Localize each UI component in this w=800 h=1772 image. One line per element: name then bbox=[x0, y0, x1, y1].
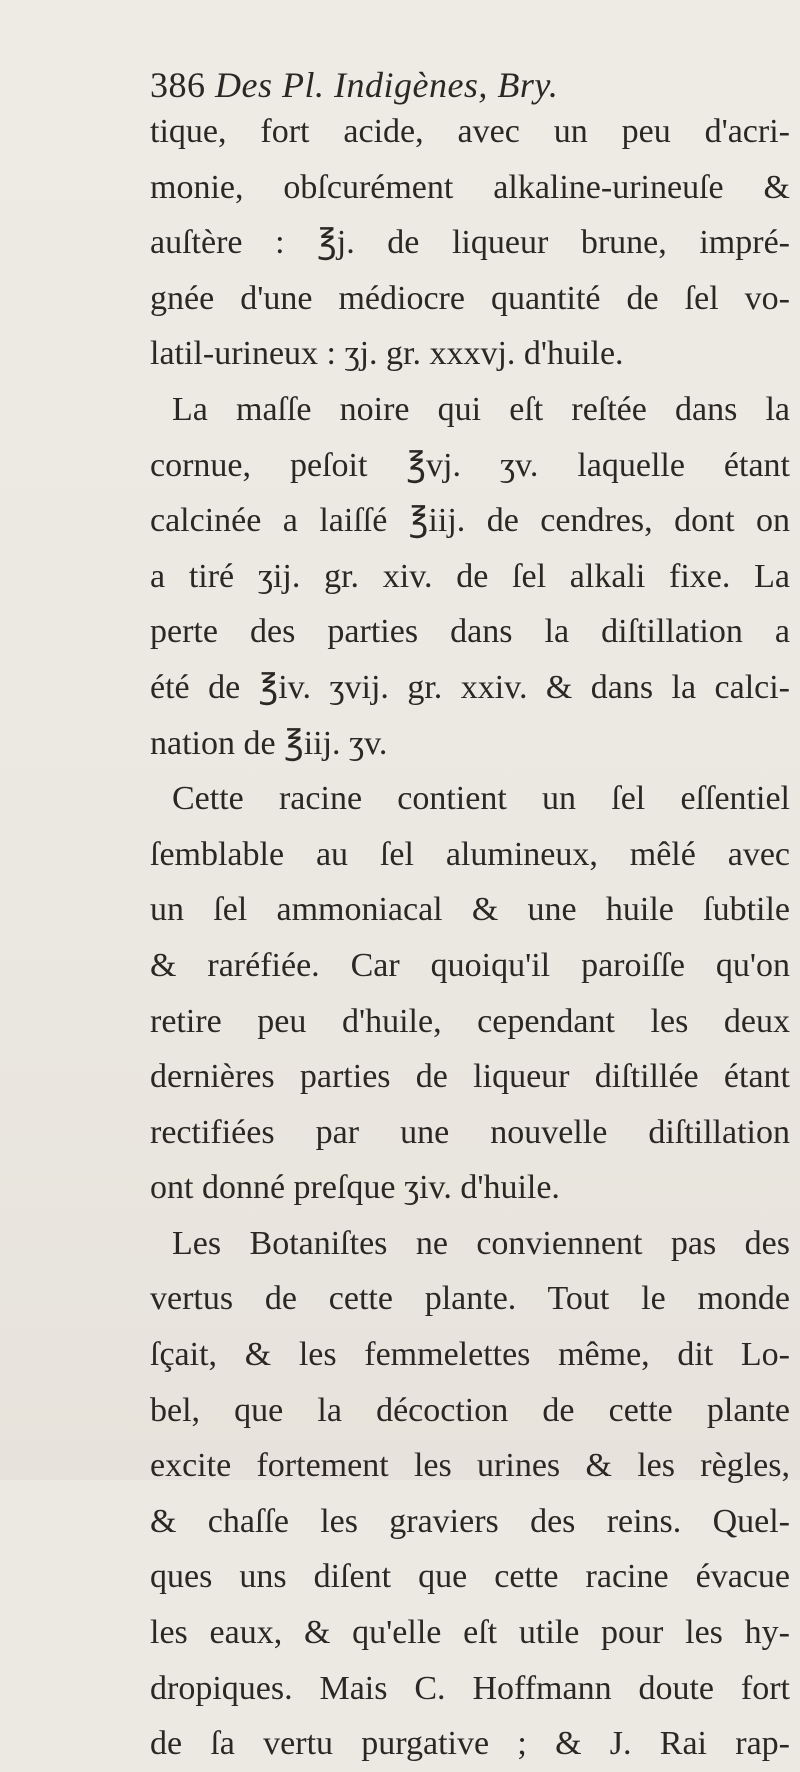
text-line: tique, fort acide, avec un peu d'acri- bbox=[150, 113, 790, 150]
text-line: ont donné preſque ʒiv. d'huile. bbox=[150, 1169, 560, 1207]
text-line: bel, que la décoction de cette plante bbox=[150, 1391, 790, 1429]
text-line: Cette racine contient un ſel eſſentiel bbox=[172, 780, 790, 818]
text-line: ques uns diſent que cette racine évacue bbox=[150, 1558, 790, 1596]
text-line: vertus de cette plante. Tout le monde bbox=[150, 1280, 790, 1318]
text-line: dropiques. Mais C. Hoffmann doute fort bbox=[150, 1669, 790, 1707]
text-line: de ſa vertu purgative ; & J. Rai rap- bbox=[150, 1725, 790, 1763]
text-line: & chaſſe les graviers des reins. Quel- bbox=[150, 1502, 790, 1540]
text-line: perte des parties dans la diſtillation a bbox=[150, 613, 790, 651]
text-line: un ſel ammoniacal & une huile ſubtile bbox=[150, 891, 790, 929]
text-line: cornue, peſoit ℥vj. ʒv. laquelle étant bbox=[150, 446, 790, 484]
text-line: rectifiées par une nouvelle diſtillation bbox=[150, 1113, 790, 1151]
text-line: La maſſe noire qui eſt reſtée dans la bbox=[172, 390, 790, 428]
running-header bbox=[150, 64, 558, 106]
text-line: dernières parties de liqueur diſtillée étant bbox=[150, 1058, 790, 1096]
running-title: Des Pl. Indigènes, Bry. bbox=[215, 65, 559, 105]
text-line: a tiré ʒij. gr. xiv. de ſel alkali fixe. La bbox=[150, 557, 790, 595]
text-line: été de ℥iv. ʒvij. gr. xxiv. & dans la calci- bbox=[150, 668, 790, 706]
text-line: les eaux, & qu'elle eſt utile pour les hy- bbox=[150, 1614, 790, 1652]
text-line: ſçait, & les femmelettes même, dit Lo- bbox=[150, 1336, 790, 1374]
text-line: monie, obſcurément alkaline-urineuſe & bbox=[150, 168, 790, 206]
page-number: 386 bbox=[150, 65, 206, 105]
page-body bbox=[150, 104, 790, 1772]
text-line: auſtère : ℥j. de liqueur brune, impré- bbox=[150, 224, 790, 262]
text-line: ſemblable au ſel alumineux, mêlé avec bbox=[150, 835, 790, 873]
text-line: gnée d'une médiocre quantité de ſel vo- bbox=[150, 279, 790, 317]
text-line: & raréfiée. Car quoiqu'il paroiſſe qu'on bbox=[150, 946, 790, 984]
text-line: latil-urineux : ʒj. gr. xxxvj. d'huile. bbox=[150, 335, 624, 373]
text-line: excite fortement les urines & les règles, bbox=[150, 1447, 790, 1485]
text-line: retire peu d'huile, cependant les deux bbox=[150, 1002, 790, 1040]
text-line: Les Botaniſtes ne conviennent pas des bbox=[172, 1224, 790, 1262]
text-line: calcinée a laiſſé ℥iij. de cendres, dont on bbox=[150, 502, 790, 540]
text-line: nation de ℥iij. ʒv. bbox=[150, 724, 388, 762]
